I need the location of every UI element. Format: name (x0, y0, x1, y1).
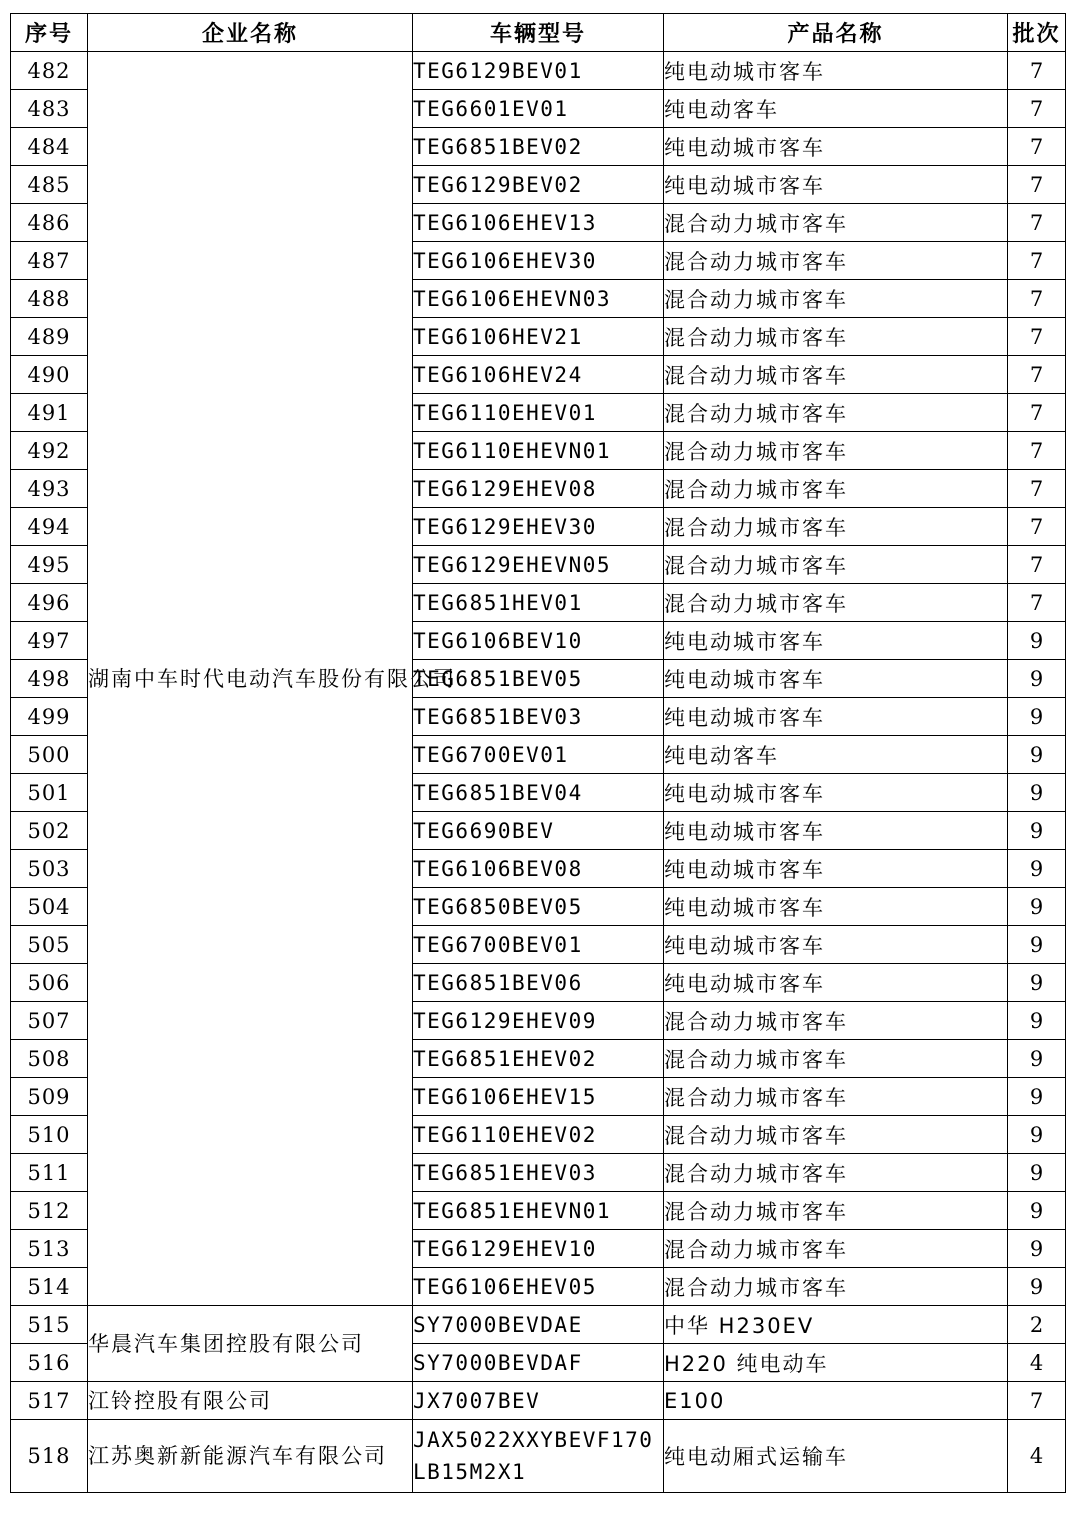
seq-cell: 483 (11, 90, 88, 128)
seq-cell: 508 (11, 1040, 88, 1078)
seq-cell: 514 (11, 1268, 88, 1306)
batch-cell: 9 (1008, 1116, 1066, 1154)
table-row (11, 52, 1066, 90)
model-cell: TEG6700BEV01 (413, 926, 664, 964)
seq-cell: 487 (11, 242, 88, 280)
product-name-cell: 纯电动厢式运输车 (664, 1420, 1008, 1493)
model-cell: TEG6129EHEVN05 (413, 546, 664, 584)
model-cell: TEG6851BEV02 (413, 128, 664, 166)
batch-cell: 7 (1008, 166, 1066, 204)
model-cell: TEG6851HEV01 (413, 584, 664, 622)
company-name-cell: 湖南中车时代电动汽车股份有限公司 (88, 52, 413, 1306)
product-name-cell: 混合动力城市客车 (664, 546, 1008, 584)
product-name-cell: 混合动力城市客车 (664, 1002, 1008, 1040)
product-name-cell: 混合动力城市客车 (664, 1268, 1008, 1306)
model-cell: TEG6129BEV02 (413, 166, 664, 204)
model-cell: TEG6851BEV06 (413, 964, 664, 1002)
model-cell: TEG6851EHEVN01 (413, 1192, 664, 1230)
batch-cell: 7 (1008, 128, 1066, 166)
batch-cell: 7 (1008, 470, 1066, 508)
seq-cell: 493 (11, 470, 88, 508)
batch-cell: 9 (1008, 1192, 1066, 1230)
seq-cell: 488 (11, 280, 88, 318)
model-cell: TEG6106BEV10 (413, 622, 664, 660)
batch-cell: 7 (1008, 242, 1066, 280)
header-model: 车辆型号 (413, 14, 664, 52)
batch-cell: 7 (1008, 204, 1066, 242)
model-cell: TEG6601EV01 (413, 90, 664, 128)
model-cell: TEG6851BEV03 (413, 698, 664, 736)
header-row (11, 14, 1066, 52)
table-row (11, 1420, 1066, 1493)
batch-cell: 7 (1008, 1382, 1066, 1420)
seq-cell: 505 (11, 926, 88, 964)
seq-cell: 504 (11, 888, 88, 926)
batch-cell: 7 (1008, 584, 1066, 622)
model-cell: TEG6851BEV04 (413, 774, 664, 812)
product-name-cell: 混合动力城市客车 (664, 280, 1008, 318)
product-name-cell: 纯电动城市客车 (664, 698, 1008, 736)
batch-cell: 7 (1008, 546, 1066, 584)
product-name-cell: 纯电动城市客车 (664, 660, 1008, 698)
batch-cell: 9 (1008, 1078, 1066, 1116)
product-name-cell: 混合动力城市客车 (664, 1116, 1008, 1154)
product-name-cell: 混合动力城市客车 (664, 1154, 1008, 1192)
batch-cell: 4 (1008, 1344, 1066, 1382)
batch-cell: 9 (1008, 1268, 1066, 1306)
seq-cell: 497 (11, 622, 88, 660)
product-name-cell: 混合动力城市客车 (664, 394, 1008, 432)
batch-cell: 9 (1008, 698, 1066, 736)
header-product: 产品名称 (664, 14, 1008, 52)
seq-cell: 500 (11, 736, 88, 774)
model-cell: JX7007BEV (413, 1382, 664, 1420)
company-name-cell: 华晨汽车集团控股有限公司 (88, 1306, 413, 1382)
product-name-cell: 纯电动城市客车 (664, 774, 1008, 812)
product-name-cell: 纯电动客车 (664, 736, 1008, 774)
batch-cell: 9 (1008, 1040, 1066, 1078)
batch-cell: 9 (1008, 622, 1066, 660)
header-seq: 序号 (11, 14, 88, 52)
product-name-cell: 纯电动城市客车 (664, 52, 1008, 90)
batch-cell: 7 (1008, 356, 1066, 394)
product-name-cell: 纯电动城市客车 (664, 128, 1008, 166)
seq-cell: 517 (11, 1382, 88, 1420)
batch-cell: 4 (1008, 1420, 1066, 1493)
model-cell: TEG6106HEV24 (413, 356, 664, 394)
product-name-cell: 纯电动城市客车 (664, 166, 1008, 204)
batch-cell: 9 (1008, 850, 1066, 888)
model-cell: TEG6700EV01 (413, 736, 664, 774)
seq-cell: 510 (11, 1116, 88, 1154)
seq-cell: 515 (11, 1306, 88, 1344)
product-name-cell: 混合动力城市客车 (664, 318, 1008, 356)
model-cell: TEG6110EHEV02 (413, 1116, 664, 1154)
product-name-cell: 混合动力城市客车 (664, 1040, 1008, 1078)
model-cell: TEG6850BEV05 (413, 888, 664, 926)
product-name-cell: 中华 H230EV (664, 1306, 1008, 1344)
batch-cell: 9 (1008, 964, 1066, 1002)
product-name-cell: 混合动力城市客车 (664, 204, 1008, 242)
product-name-cell: 纯电动城市客车 (664, 964, 1008, 1002)
company-name-cell: 江铃控股有限公司 (88, 1382, 413, 1420)
model-cell: TEG6110EHEV01 (413, 394, 664, 432)
seq-cell: 501 (11, 774, 88, 812)
seq-cell: 509 (11, 1078, 88, 1116)
batch-cell: 9 (1008, 736, 1066, 774)
product-name-cell: 混合动力城市客车 (664, 432, 1008, 470)
seq-cell: 502 (11, 812, 88, 850)
product-name-cell: 混合动力城市客车 (664, 584, 1008, 622)
seq-cell: 516 (11, 1344, 88, 1382)
model-cell: TEG6129EHEV30 (413, 508, 664, 546)
seq-cell: 484 (11, 128, 88, 166)
seq-cell: 496 (11, 584, 88, 622)
model-cell: TEG6129EHEV09 (413, 1002, 664, 1040)
seq-cell: 513 (11, 1230, 88, 1268)
model-cell: TEG6851EHEV02 (413, 1040, 664, 1078)
batch-cell: 7 (1008, 394, 1066, 432)
seq-cell: 518 (11, 1420, 88, 1493)
seq-cell: 482 (11, 52, 88, 90)
table-row (11, 1382, 1066, 1420)
model-cell: TEG6110EHEVN01 (413, 432, 664, 470)
seq-cell: 512 (11, 1192, 88, 1230)
model-cell: TEG6129EHEV08 (413, 470, 664, 508)
batch-cell: 7 (1008, 318, 1066, 356)
batch-cell: 7 (1008, 280, 1066, 318)
model-cell: TEG6129EHEV10 (413, 1230, 664, 1268)
batch-cell: 9 (1008, 888, 1066, 926)
company-name-cell: 江苏奥新新能源汽车有限公司 (88, 1420, 413, 1493)
seq-cell: 489 (11, 318, 88, 356)
seq-cell: 511 (11, 1154, 88, 1192)
model-cell: TEG6106EHEV13 (413, 204, 664, 242)
seq-cell: 495 (11, 546, 88, 584)
batch-cell: 9 (1008, 1154, 1066, 1192)
batch-cell: 7 (1008, 52, 1066, 90)
seq-cell: 485 (11, 166, 88, 204)
batch-cell: 7 (1008, 508, 1066, 546)
batch-cell: 9 (1008, 1230, 1066, 1268)
model-cell: SY7000BEVDAE (413, 1306, 664, 1344)
seq-cell: 498 (11, 660, 88, 698)
model-cell: TEG6106EHEV15 (413, 1078, 664, 1116)
header-batch: 批次 (1008, 14, 1066, 52)
product-name-cell: E100 (664, 1382, 1008, 1420)
seq-cell: 507 (11, 1002, 88, 1040)
product-name-cell: 纯电动客车 (664, 90, 1008, 128)
model-cell: TEG6851EHEV03 (413, 1154, 664, 1192)
model-cell: TEG6690BEV (413, 812, 664, 850)
product-name-cell: 混合动力城市客车 (664, 470, 1008, 508)
vehicle-catalog-table (10, 13, 1066, 1493)
product-name-cell: 纯电动城市客车 (664, 926, 1008, 964)
seq-cell: 494 (11, 508, 88, 546)
batch-cell: 9 (1008, 774, 1066, 812)
model-cell: TEG6106HEV21 (413, 318, 664, 356)
product-name-cell: 纯电动城市客车 (664, 622, 1008, 660)
batch-cell: 7 (1008, 432, 1066, 470)
seq-cell: 491 (11, 394, 88, 432)
seq-cell: 490 (11, 356, 88, 394)
table-body (11, 52, 1066, 1493)
model-cell: TEG6106EHEV05 (413, 1268, 664, 1306)
product-name-cell: H220 纯电动车 (664, 1344, 1008, 1382)
product-name-cell: 纯电动城市客车 (664, 850, 1008, 888)
header-company: 企业名称 (88, 14, 413, 52)
batch-cell: 9 (1008, 1002, 1066, 1040)
batch-cell: 9 (1008, 812, 1066, 850)
seq-cell: 492 (11, 432, 88, 470)
model-cell: SY7000BEVDAF (413, 1344, 664, 1382)
batch-cell: 9 (1008, 660, 1066, 698)
model-cell: JAX5022XXYBEVF170LB15M2X1 (413, 1420, 664, 1493)
product-name-cell: 混合动力城市客车 (664, 1192, 1008, 1230)
batch-cell: 7 (1008, 90, 1066, 128)
product-name-cell: 混合动力城市客车 (664, 1230, 1008, 1268)
model-cell: TEG6106EHEV30 (413, 242, 664, 280)
product-name-cell: 混合动力城市客车 (664, 356, 1008, 394)
seq-cell: 506 (11, 964, 88, 1002)
product-name-cell: 混合动力城市客车 (664, 242, 1008, 280)
seq-cell: 503 (11, 850, 88, 888)
model-cell: TEG6106EHEVN03 (413, 280, 664, 318)
table-row (11, 1306, 1066, 1344)
document-page (10, 13, 1066, 1493)
seq-cell: 486 (11, 204, 88, 242)
product-name-cell: 混合动力城市客车 (664, 508, 1008, 546)
model-cell: TEG6851BEV05 (413, 660, 664, 698)
product-name-cell: 混合动力城市客车 (664, 1078, 1008, 1116)
batch-cell: 9 (1008, 926, 1066, 964)
batch-cell: 2 (1008, 1306, 1066, 1344)
product-name-cell: 纯电动城市客车 (664, 812, 1008, 850)
model-cell: TEG6106BEV08 (413, 850, 664, 888)
seq-cell: 499 (11, 698, 88, 736)
model-cell: TEG6129BEV01 (413, 52, 664, 90)
product-name-cell: 纯电动城市客车 (664, 888, 1008, 926)
